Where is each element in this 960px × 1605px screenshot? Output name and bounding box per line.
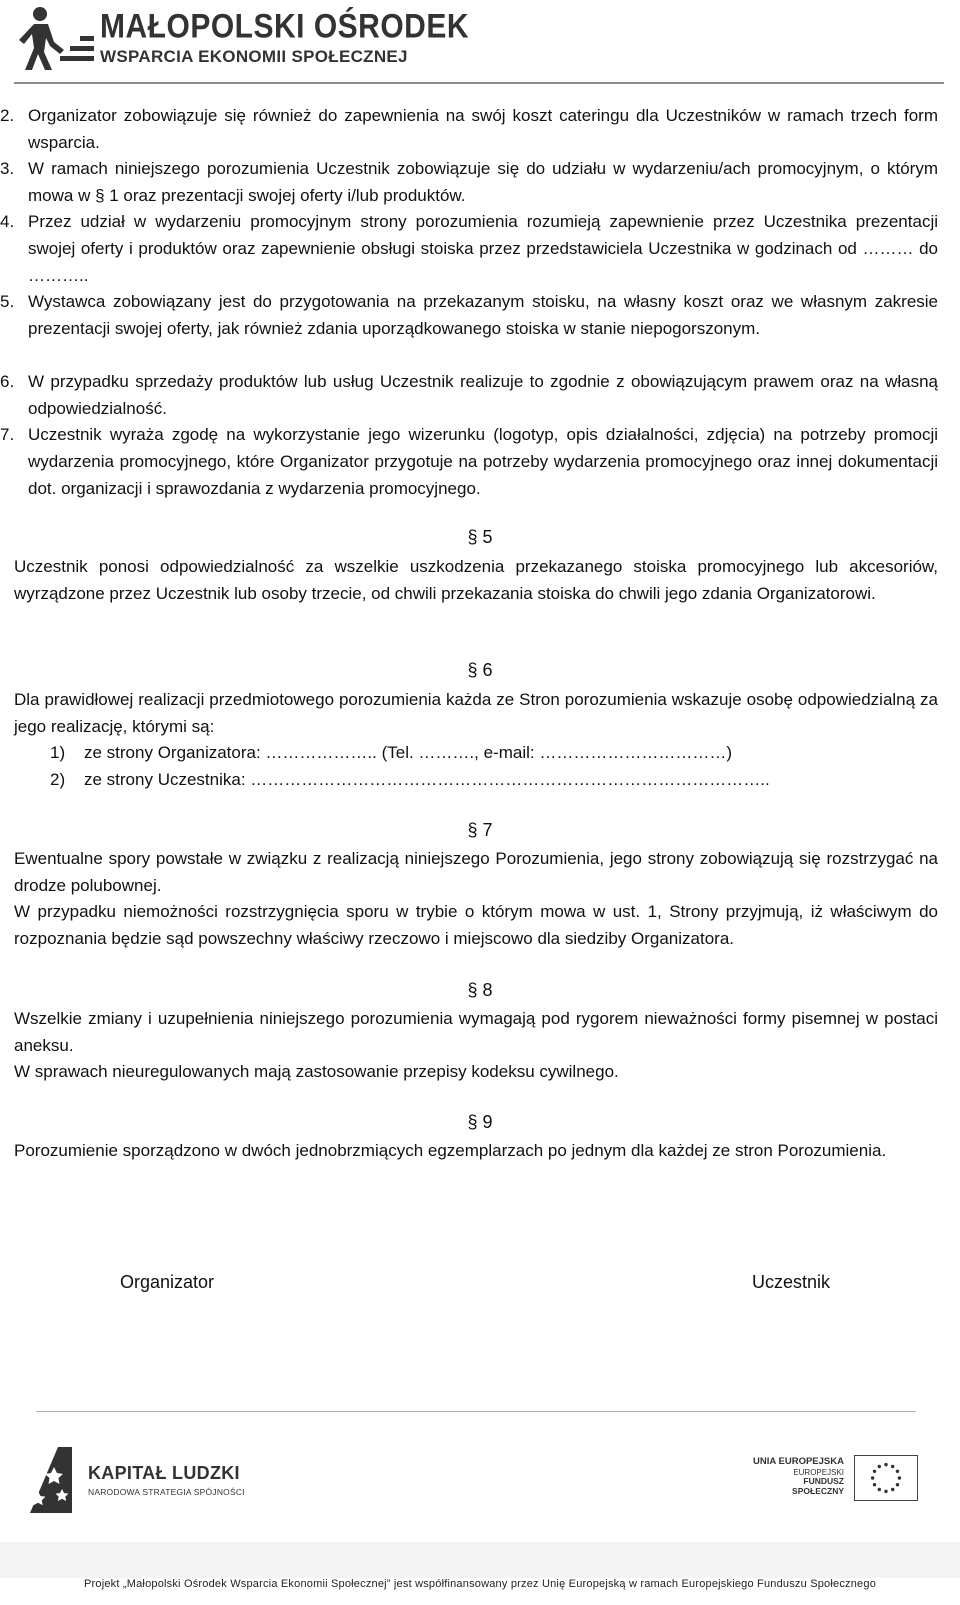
list-item-number: 6. [0, 372, 15, 391]
page-header [14, 4, 944, 84]
mowes-logo [14, 4, 469, 72]
list-item-text: Przez udział w wydarzeniu promocyjnym strony porozumienia rozumieją zapewnienie przez Uczestnika prezentacji swojej oferty i produktów oraz zapewnienie obsługi stoiska przez przedstawiciela Uczestnika w godzinach od ……… do ……….. [28, 212, 938, 285]
list-item-number: 2. [0, 106, 15, 125]
section-7-paragraph-1: Ewentualne spory powstałe w związku z realizacją niniejszego Porozumienia, jego strony zobowiązują się rozstrzygać na drodze polubownej. [14, 849, 938, 895]
section-8-paragraph-1: Wszelkie zmiany i uzupełnienia niniejszego porozumienia wymagają pod rygorem nieważności formy pisemnej w postaci aneksu. [14, 1009, 938, 1055]
contact-participant-number: 2) [50, 770, 66, 789]
list-item-number: 7. [0, 425, 15, 444]
signature-participant: Uczestnik [752, 1272, 831, 1292]
kapital-ludzki-subtitle: NARODOWA STRATEGIA SPÓJNOŚCI [88, 1487, 245, 1497]
list-item-number: 5. [0, 292, 15, 311]
footer-funding-note: Projekt „Małopolski Ośrodek Wsparcia Ekonomii Społecznej” jest współfinansowany przez Unię Europejską w ramach Europejskiego Funduszu Społecznego [83, 1578, 877, 1590]
footer-band [0, 1542, 960, 1578]
signature-organizer: Organizator [120, 1272, 215, 1292]
section-9-text: Porozumienie sporządzono w dwóch jednobrzmiących egzemplarzach po jednym dla każdej ze stron Porozumienia. [14, 1141, 887, 1160]
section-8-title: § 8 [467, 980, 493, 1000]
list-item-text: Organizator zobowiązuje się również do zapewnienia na swój koszt cateringu dla Uczestników w ramach trzech form wsparcia. [28, 106, 938, 152]
mowes-logo-text [100, 6, 470, 66]
contact-participant [50, 767, 930, 794]
eu-logo-line3: FUNDUSZ SPOŁECZNY [792, 1476, 844, 1496]
section-5-text: Uczestnik ponosi odpowiedzialność za wszelkie uszkodzenia przekazanego stoiska promocyjnego lub akcesoriów, wyrządzone przez Uczestnik lub osoby trzecie, od chwili przekazania stoiska do chwili jego zdania Organizatorowi. [14, 557, 938, 603]
section-6-text: Dla prawidłowej realizacji przedmiotowego porozumienia każda ze Stron porozumienia wskazuje osobę odpowiedzialną za jego realizację, którymi są: [14, 690, 938, 736]
list-item-number: 3. [0, 159, 15, 178]
section-7-paragraph-2: W przypadku niemożności rozstrzygnięcia sporu w trybie o którym mowa w ust. 1, Strony przyjmują, iż właściwym do rozpoznania będzie sąd powszechny właściwy rzeczowo i miejscowo dla siedziby Organizatora. [14, 902, 938, 948]
list-item-text: Wystawca zobowiązany jest do przygotowania na przekazanym stoisku, na własny koszt oraz we własnym zakresie prezentacji swojej oferty, jak również zdania uporządkowanego stoiska w stanie niepogorszonym. [28, 292, 938, 338]
eu-logo-line1: UNIA EUROPEJSKA [753, 1456, 844, 1467]
eu-logo-text [752, 1457, 844, 1497]
list-item-text: W ramach niniejszego porozumienia Uczestnik zobowiązuje się do udziału w wydarzeniu/ach promocyjnym, o którym mowa w § 1 oraz prezentacji swojej oferty i/lub produktów. [28, 159, 938, 205]
list-item [0, 289, 938, 343]
list-item [0, 369, 938, 423]
contact-organizer-text: ze strony Organizatora: ……………….. (Tel. ………., e-mail: ……………………………) [84, 743, 732, 762]
header-divider [14, 82, 944, 84]
list-item-text: W przypadku sprzedaży produktów lub usług Uczestnik realizuje to zgodnie z obowiązującym prawem oraz na własną odpowiedzialność. [28, 372, 938, 418]
section-5-title: § 5 [467, 527, 493, 547]
contact-participant-text: ze strony Uczestnika: ……………………………………………………………………………….. [84, 770, 770, 789]
contact-organizer [50, 740, 930, 767]
list-item-text: Uczestnik wyraża zgodę na wykorzystanie jego wizerunku (logotyp, opis działalności, zdjęcia) na potrzeby promocji wydarzenia promocyjnego, które Organizator przygotuje na potrzeby wydarzenia promocyjnego oraz innej dokumentacji dot. organizacji i sprawozdania z wydarzenia promocyjnego. [28, 425, 938, 498]
list-item [0, 103, 938, 157]
list-item-number: 4. [0, 212, 15, 231]
section-8-paragraph-2: W sprawach nieuregulowanych mają zastosowanie przepisy kodeksu cywilnego. [14, 1062, 619, 1081]
kapital-ludzki-icon [28, 1445, 80, 1515]
list-item [0, 422, 938, 502]
section-6-title: § 6 [467, 660, 493, 680]
contact-organizer-number: 1) [50, 743, 66, 762]
footer-divider [36, 1411, 916, 1412]
kapital-ludzki-logo [28, 1445, 268, 1515]
list-item [0, 156, 938, 210]
mowes-logo-icon [14, 4, 94, 72]
section-9-title: § 9 [467, 1112, 493, 1132]
section-7-title: § 7 [467, 820, 493, 840]
kapital-ludzki-text [88, 1463, 245, 1497]
logo-line1: MAŁOPOLSKI OŚRODEK [100, 6, 470, 45]
eu-logo [752, 1455, 922, 1505]
eu-logo-line2: EUROPEJSKI [793, 1467, 844, 1477]
list-item [0, 209, 938, 289]
logo-line2: WSPARCIA EKONOMII SPOŁECZNEJ [100, 46, 408, 66]
kapital-ludzki-title: KAPITAŁ LUDZKI [88, 1463, 240, 1483]
eu-flag-icon [854, 1455, 918, 1501]
